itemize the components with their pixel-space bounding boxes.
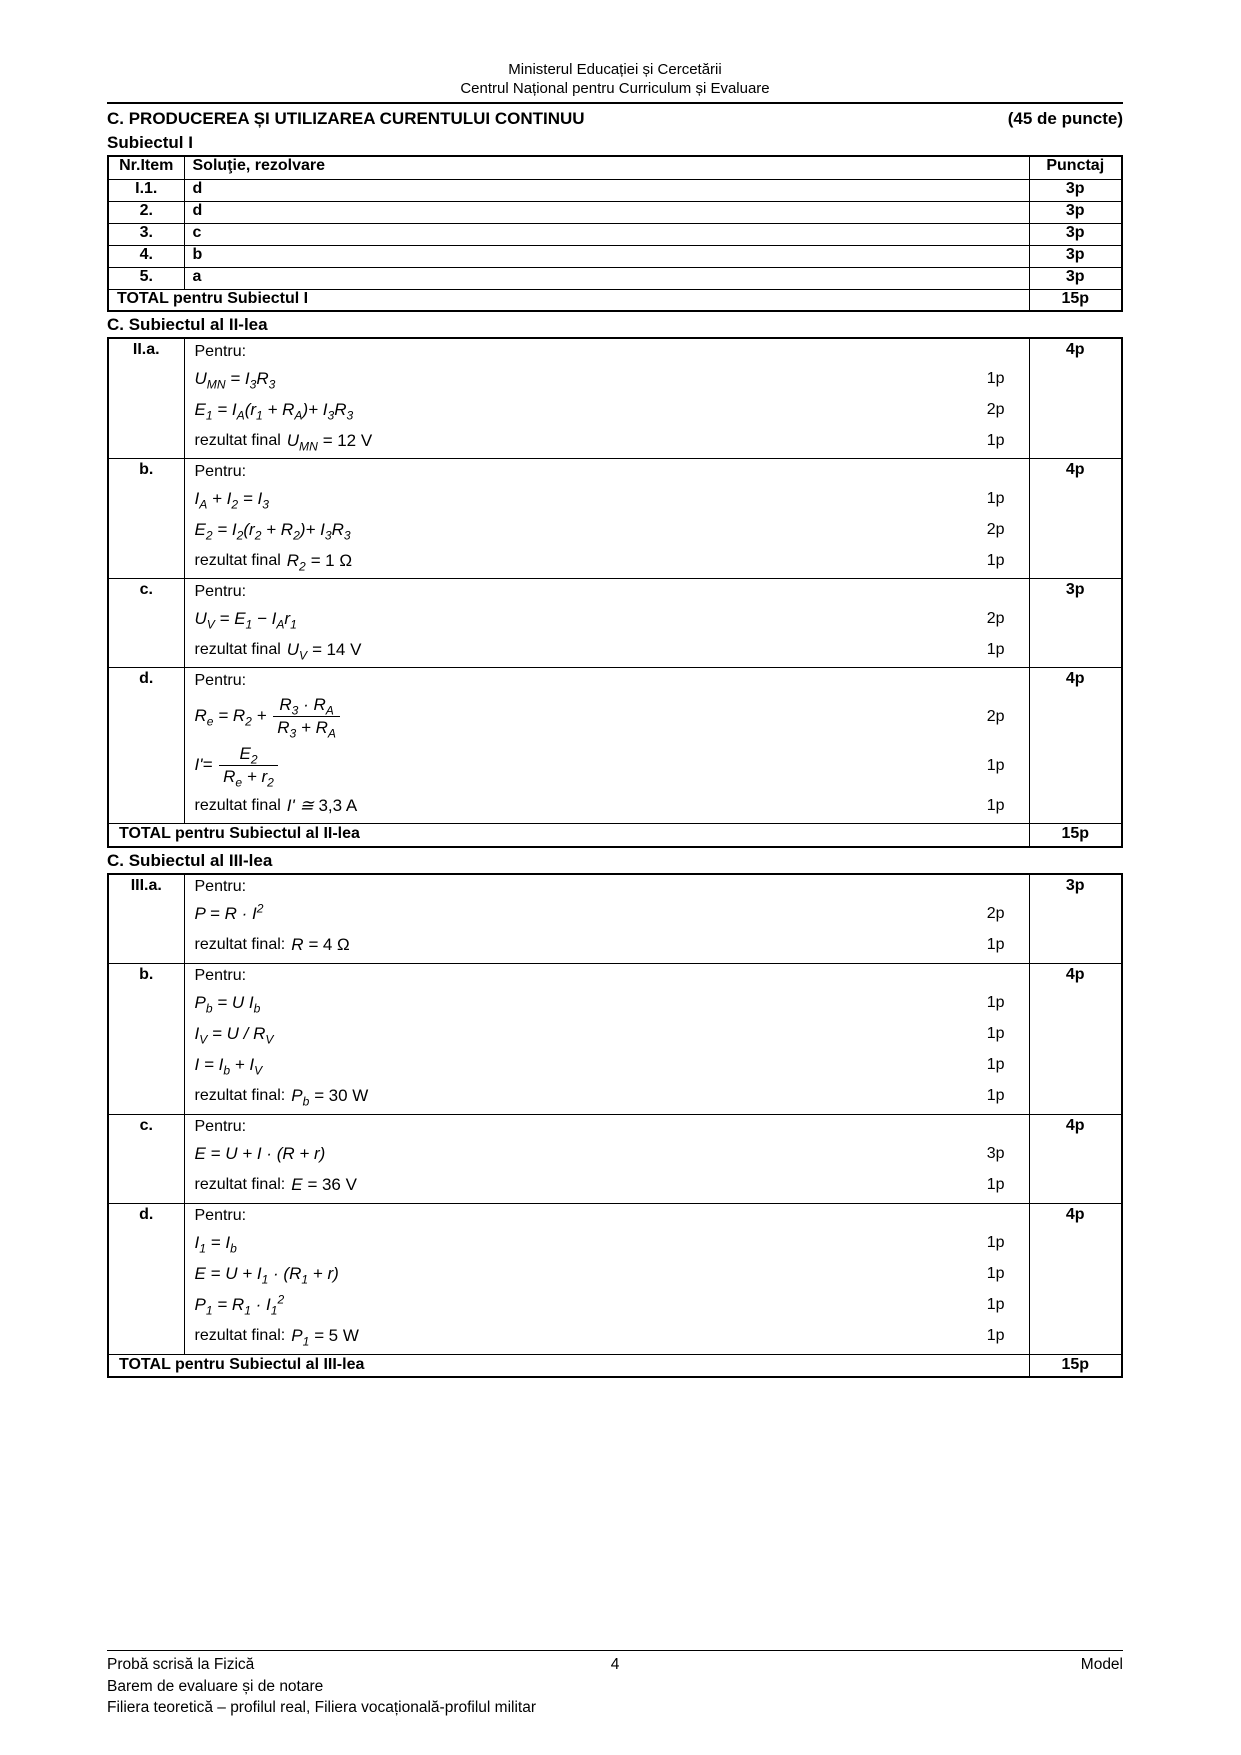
solution-line xyxy=(195,545,1021,576)
points-cell: 3p xyxy=(1029,201,1122,223)
answer-cell: a xyxy=(184,267,1029,289)
total-points-cell: 15p xyxy=(1029,1354,1122,1377)
solution-row xyxy=(108,459,1122,579)
subject3-table xyxy=(107,873,1123,1379)
item-cell: III.a. xyxy=(108,874,184,964)
subject2-table xyxy=(107,337,1123,848)
item-cell: d. xyxy=(108,1203,184,1354)
row-points-cell: 3p xyxy=(1029,874,1122,964)
answer-cell: b xyxy=(184,245,1029,267)
subject3-heading: C. Subiectul al III-lea xyxy=(107,850,273,870)
chapter-title: C. PRODUCEREA ȘI UTILIZAREA CURENTULUI CONTINUU xyxy=(107,109,585,128)
model-label: Model xyxy=(1080,1656,1123,1673)
line-text: rezultat final xyxy=(194,640,281,658)
answer-row xyxy=(108,201,1122,223)
answer-cell: c xyxy=(184,223,1029,245)
solution-line xyxy=(195,899,1021,930)
solution-line xyxy=(195,363,1021,394)
line-points: 1p xyxy=(986,1296,1005,1313)
points-cell: 3p xyxy=(1029,179,1122,201)
solution-line-content xyxy=(194,1292,975,1318)
points-cell: 3p xyxy=(1029,267,1122,289)
column-header: Punctaj xyxy=(1029,156,1122,179)
solution-cell xyxy=(184,963,1029,1114)
solution-row xyxy=(108,874,1122,964)
points-cell: 3p xyxy=(1029,245,1122,267)
line-formula: $E_1 = I_A(r_1 + R_A)+ I_3R_3$ xyxy=(194,399,354,422)
solution-row xyxy=(108,1114,1122,1203)
line-points: 1p xyxy=(986,1265,1005,1282)
line-points: 3p xyxy=(986,1145,1005,1162)
footer-filiera-line: Filiera teoretică – profilul real, Filiera vocațională-profilul militar xyxy=(107,1699,536,1716)
chapter-title-row xyxy=(107,104,1123,131)
solution-line-content xyxy=(194,1264,975,1287)
line-points: 1p xyxy=(986,1234,1005,1251)
solution-row xyxy=(108,338,1122,459)
solution-line-content xyxy=(195,583,1021,601)
solution-line xyxy=(195,1321,1021,1352)
line-text: rezultat final xyxy=(194,431,281,449)
item-cell: b. xyxy=(108,459,184,579)
solution-line-content xyxy=(195,520,975,540)
solution-line xyxy=(195,965,1021,988)
solution-line xyxy=(195,669,1021,692)
solution-line-content xyxy=(195,400,975,420)
line-formula: $I_V = U / R_V$ xyxy=(194,1024,274,1047)
line-points: 1p xyxy=(986,994,1005,1011)
solution-row xyxy=(108,963,1122,1114)
solution-line-content xyxy=(195,551,975,571)
total-label-cell: TOTAL pentru Subiectul I xyxy=(108,289,1029,311)
line-points: 2p xyxy=(986,707,1005,725)
solution-line-content xyxy=(195,796,975,816)
answer-row xyxy=(108,245,1122,267)
line-formula: R = 4 Ω xyxy=(291,935,350,954)
line-points: 1p xyxy=(986,431,1005,449)
row-points-cell: 4p xyxy=(1029,338,1122,459)
solution-line xyxy=(195,1019,1021,1050)
solution-line xyxy=(195,483,1021,514)
footer-left xyxy=(107,1654,585,1719)
line-text: Pentru: xyxy=(194,1118,247,1135)
line-formula: $E_2 = I_2(r_2 + R_2)+ I_3R_3$ xyxy=(194,519,351,542)
line-text: rezultat final xyxy=(194,796,281,814)
line-points: 1p xyxy=(986,369,1005,387)
solution-line xyxy=(195,930,1021,961)
item-cell: b. xyxy=(108,963,184,1114)
subject2-heading: C. Subiectul al II-lea xyxy=(107,315,268,334)
document-header xyxy=(107,0,1123,104)
solution-line-content xyxy=(195,1118,1021,1136)
line-formula: $U_{MN} = I_3R_3$ xyxy=(194,368,276,391)
item-cell: c. xyxy=(108,579,184,668)
answer-row xyxy=(108,223,1122,245)
total-row xyxy=(108,824,1122,847)
item-cell: 4. xyxy=(108,245,184,267)
total-label-cell: TOTAL pentru Subiectul al II-lea xyxy=(108,824,1029,847)
row-points-cell: 4p xyxy=(1029,459,1122,579)
solution-row xyxy=(108,1203,1122,1354)
total-points-cell: 15p xyxy=(1029,289,1122,311)
solution-cell xyxy=(184,338,1029,459)
solution-cell xyxy=(184,1203,1029,1354)
solution-line-content xyxy=(194,1024,975,1047)
solution-row xyxy=(108,668,1122,824)
solution-line-content xyxy=(195,1144,975,1164)
solution-line-content xyxy=(195,640,975,660)
solution-line xyxy=(195,603,1021,634)
line-points: 1p xyxy=(986,1025,1005,1042)
subject1-table xyxy=(107,155,1123,312)
answer-row xyxy=(108,267,1122,289)
line-formula: I'= $\frac{E_2}{R_e + r_2}$ xyxy=(195,741,280,790)
total-row xyxy=(108,289,1122,311)
line-points: 1p xyxy=(986,1176,1005,1193)
subject1-heading: Subiectul I xyxy=(107,133,193,152)
solution-line xyxy=(195,580,1021,603)
line-text: Pentru: xyxy=(194,671,247,689)
line-formula: $U_V = E_1 - I_Ar_1$ xyxy=(194,608,297,631)
solution-cell xyxy=(184,1114,1029,1203)
line-formula: $U_{MN} = 12$ V xyxy=(286,430,373,453)
solution-line-content xyxy=(195,463,1021,481)
line-points: 1p xyxy=(986,640,1005,658)
line-formula: $U_V = 14$ V xyxy=(286,639,362,662)
page-footer xyxy=(107,1650,1123,1719)
line-formula: E = 36 V xyxy=(291,1175,357,1194)
row-points-cell: 4p xyxy=(1029,963,1122,1114)
solution-line xyxy=(195,1139,1021,1170)
solution-line xyxy=(195,988,1021,1019)
solution-line xyxy=(195,425,1021,456)
line-points: 1p xyxy=(986,1327,1005,1344)
line-formula: $I = I_b + I_V$ xyxy=(194,1055,263,1078)
line-formula: $P_1 = R_1 \cdot I_1^2$ xyxy=(194,1292,285,1318)
row-points-cell: 3p xyxy=(1029,579,1122,668)
solution-line xyxy=(195,790,1021,821)
solution-line-content xyxy=(195,741,975,790)
solution-cell xyxy=(184,668,1029,824)
header-row xyxy=(108,156,1122,179)
points-cell: 3p xyxy=(1029,223,1122,245)
line-formula: $P = R \cdot I^2$ xyxy=(194,901,264,923)
row-points-cell: 4p xyxy=(1029,668,1122,824)
solution-row xyxy=(108,579,1122,668)
solution-line-content xyxy=(195,343,1021,361)
row-points-cell: 4p xyxy=(1029,1114,1122,1203)
item-cell: II.a. xyxy=(108,338,184,459)
answer-cell: d xyxy=(184,201,1029,223)
line-formula: E = U + I · (R + r) xyxy=(194,1144,326,1163)
chapter-points: (45 de puncte) xyxy=(1007,109,1123,128)
total-label-cell: TOTAL pentru Subiectul al III-lea xyxy=(108,1354,1029,1377)
item-cell: I.1. xyxy=(108,179,184,201)
line-points: 1p xyxy=(986,1087,1005,1104)
solution-line-content xyxy=(195,1207,1021,1225)
line-points: 1p xyxy=(986,489,1005,507)
line-points: 1p xyxy=(986,756,1005,774)
line-points: 2p xyxy=(986,905,1005,922)
center-line: Centrul Național pentru Curriculum și Evaluare xyxy=(460,80,770,97)
line-text: Pentru: xyxy=(194,462,247,480)
line-text: Pentru: xyxy=(194,967,247,984)
column-header: Nr.Item xyxy=(108,156,184,179)
line-text: rezultat final: xyxy=(194,1176,286,1193)
total-points-cell: 15p xyxy=(1029,824,1122,847)
line-text: Pentru: xyxy=(194,582,247,600)
solution-line xyxy=(195,340,1021,363)
solution-line xyxy=(195,876,1021,899)
solution-line-content xyxy=(194,901,975,924)
solution-line-content xyxy=(195,431,975,451)
ministry-line: Ministerul Educației și Cercetării xyxy=(508,61,722,78)
line-formula: $R_2 = 1$ Ω xyxy=(286,550,353,573)
line-points: 1p xyxy=(986,1056,1005,1073)
item-cell: d. xyxy=(108,668,184,824)
line-points: 1p xyxy=(986,936,1005,953)
line-text: rezultat final: xyxy=(194,1087,286,1104)
line-text: rezultat final: xyxy=(194,936,286,953)
line-formula: $P_1 = 5$ W xyxy=(291,1326,359,1349)
line-formula: I' ≅ 3,3 A xyxy=(286,795,358,815)
solution-line xyxy=(195,514,1021,545)
item-cell: c. xyxy=(108,1114,184,1203)
line-points: 2p xyxy=(986,520,1005,538)
column-header: Soluţie, rezolvare xyxy=(184,156,1029,179)
solution-line xyxy=(195,1050,1021,1081)
line-formula: $I_1 = I_b$ xyxy=(194,1233,237,1256)
solution-line xyxy=(195,394,1021,425)
solution-line-content xyxy=(195,672,1021,690)
solution-line-content xyxy=(195,1175,975,1195)
solution-line xyxy=(195,1116,1021,1139)
solution-line xyxy=(195,1290,1021,1321)
solution-cell xyxy=(184,874,1029,964)
item-cell: 5. xyxy=(108,267,184,289)
solution-line xyxy=(195,634,1021,665)
solution-cell xyxy=(184,459,1029,579)
line-formula: $I_A + I_2 = I_3$ xyxy=(194,488,269,511)
footer-barem-line: Barem de evaluare și de notare xyxy=(107,1677,324,1695)
solution-line-content xyxy=(194,1055,975,1078)
footer-exam-name: Probă scrisă la Fizică xyxy=(107,1656,255,1673)
solution-line-content xyxy=(194,1233,975,1256)
solution-line-content xyxy=(195,609,975,629)
line-points: 1p xyxy=(986,796,1005,814)
solution-line xyxy=(195,692,1021,741)
line-formula: $R_e = R_2$ + $\frac{R_3 \cdot R_A}{R_3 + R_A}$ xyxy=(195,692,342,741)
line-text: rezultat final xyxy=(194,551,281,569)
total-row xyxy=(108,1354,1122,1377)
line-text: Pentru: xyxy=(194,1207,247,1224)
solution-line-content xyxy=(194,993,975,1016)
solution-line-content xyxy=(195,489,975,509)
line-points: 2p xyxy=(986,400,1005,418)
line-points: 2p xyxy=(986,609,1005,627)
solution-line-content xyxy=(194,1086,975,1109)
solution-line xyxy=(195,1259,1021,1290)
page-content xyxy=(107,0,1123,1381)
solution-line-content xyxy=(195,967,1021,985)
line-text: Pentru: xyxy=(194,878,247,895)
line-formula: $E = U + I_1 \cdot (R_1 + r)$ xyxy=(194,1264,339,1287)
solution-line xyxy=(195,1205,1021,1228)
solution-cell xyxy=(184,579,1029,668)
line-text: rezultat final: xyxy=(194,1327,286,1344)
answer-row xyxy=(108,179,1122,201)
solution-line-content xyxy=(195,369,975,389)
item-cell: 3. xyxy=(108,223,184,245)
row-points-cell: 4p xyxy=(1029,1203,1122,1354)
line-text: Pentru: xyxy=(194,342,247,360)
solution-line xyxy=(195,460,1021,483)
item-cell: 2. xyxy=(108,201,184,223)
line-points: 1p xyxy=(986,551,1005,569)
page-number: 4 xyxy=(610,1656,620,1673)
solution-line-content xyxy=(195,878,1021,896)
line-formula: $P_b = U$ $I_b$ xyxy=(194,993,261,1016)
solution-line xyxy=(195,1170,1021,1201)
solution-line-content xyxy=(195,692,975,741)
line-formula: $P_b = 30$ W xyxy=(291,1086,369,1109)
answer-cell: d xyxy=(184,179,1029,201)
solution-line xyxy=(195,741,1021,790)
solution-line xyxy=(195,1081,1021,1112)
solution-line-content xyxy=(195,935,975,955)
solution-line xyxy=(195,1228,1021,1259)
solution-line-content xyxy=(194,1326,975,1349)
